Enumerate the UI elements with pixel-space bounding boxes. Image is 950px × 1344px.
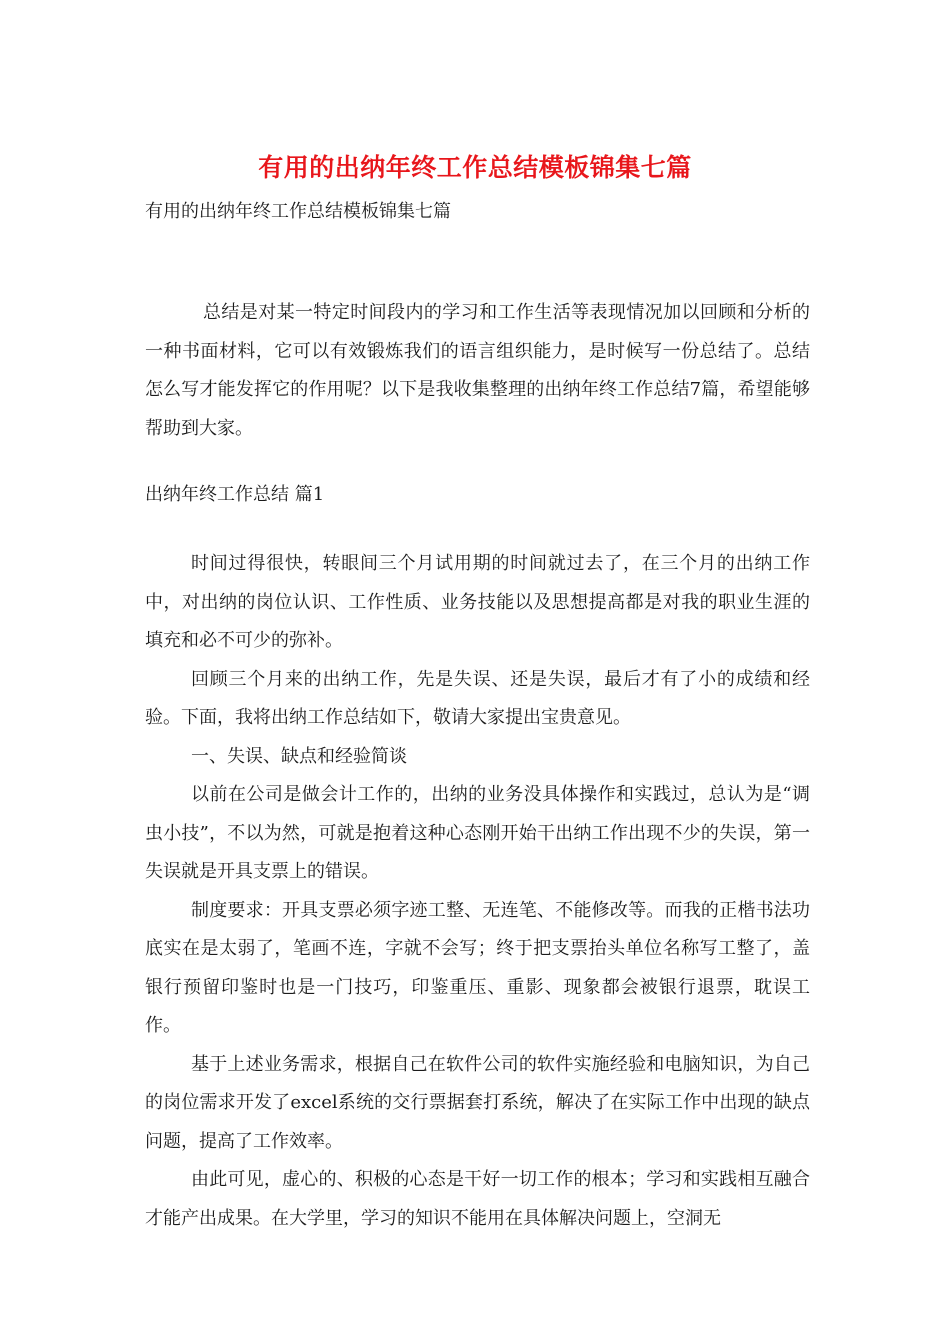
document-title: 有用的出纳年终工作总结模板锦集七篇 xyxy=(258,153,692,182)
body-paragraph: 基于上述业务需求，根据自己在软件公司的软件实施经验和电脑知识，为自己的岗位需求开发了excel系统的交行票据套打系统，解决了在实际工作中出现的缺点问题，提高了工作效率。 xyxy=(145,1053,810,1152)
intro-paragraph: 总结是对某一特定时间段内的学习和工作生活等表现情况加以回顾和分析的一种书面材料，它可以有效锻炼我们的语言组织能力，是时候写一份总结了。总结怎么写才能发挥它的作用呢？以下是我收集整理的出纳年终工作总结7篇，希望能够帮助到大家。 xyxy=(145,302,810,439)
body-paragraph: 由此可见，虚心的、积极的心态是干好一切工作的根本；学习和实践相互融合才能产出成果。在大学里，学习的知识不能用在具体解决问题上，空洞无 xyxy=(145,1169,810,1229)
body-paragraph: 制度要求：开具支票必须字迹工整、无连笔、不能修改等。而我的正楷书法功底实在是太弱了，笔画不连，字就不会写；终于把支票抬头单位名称写工整了，盖银行预留印鉴时也是一门技巧，印鉴重压、重影、现象都会被银行退票，耽误工作。 xyxy=(145,899,810,1036)
body-paragraph: 时间过得很快，转眼间三个月试用期的时间就过去了，在三个月的出纳工作中，对出纳的岗位认识、工作性质、业务技能以及思想提高都是对我的职业生涯的填充和必不可少的弥补。 xyxy=(145,553,810,651)
body-paragraph: 回顾三个月来的出纳工作，先是失误、还是失误，最后才有了小的成绩和经验。下面，我将出纳工作总结如下，敬请大家提出宝贵意见。 xyxy=(145,668,810,728)
section-body xyxy=(145,545,810,1238)
body-paragraph: 以前在公司是做会计工作的，出纳的业务没具体操作和实践过，总认为是“调虫小技”，不以为然，可就是抱着这种心态刚开始干出纳工作出现不少的失误，第一失误就是开具支票上的错误。 xyxy=(145,784,810,882)
section-heading: 出纳年终工作总结 篇1 xyxy=(145,484,325,505)
document-subtitle: 有用的出纳年终工作总结模板锦集七篇 xyxy=(145,201,451,222)
subheading: 一、失误、缺点和经验简谈 xyxy=(191,745,407,767)
